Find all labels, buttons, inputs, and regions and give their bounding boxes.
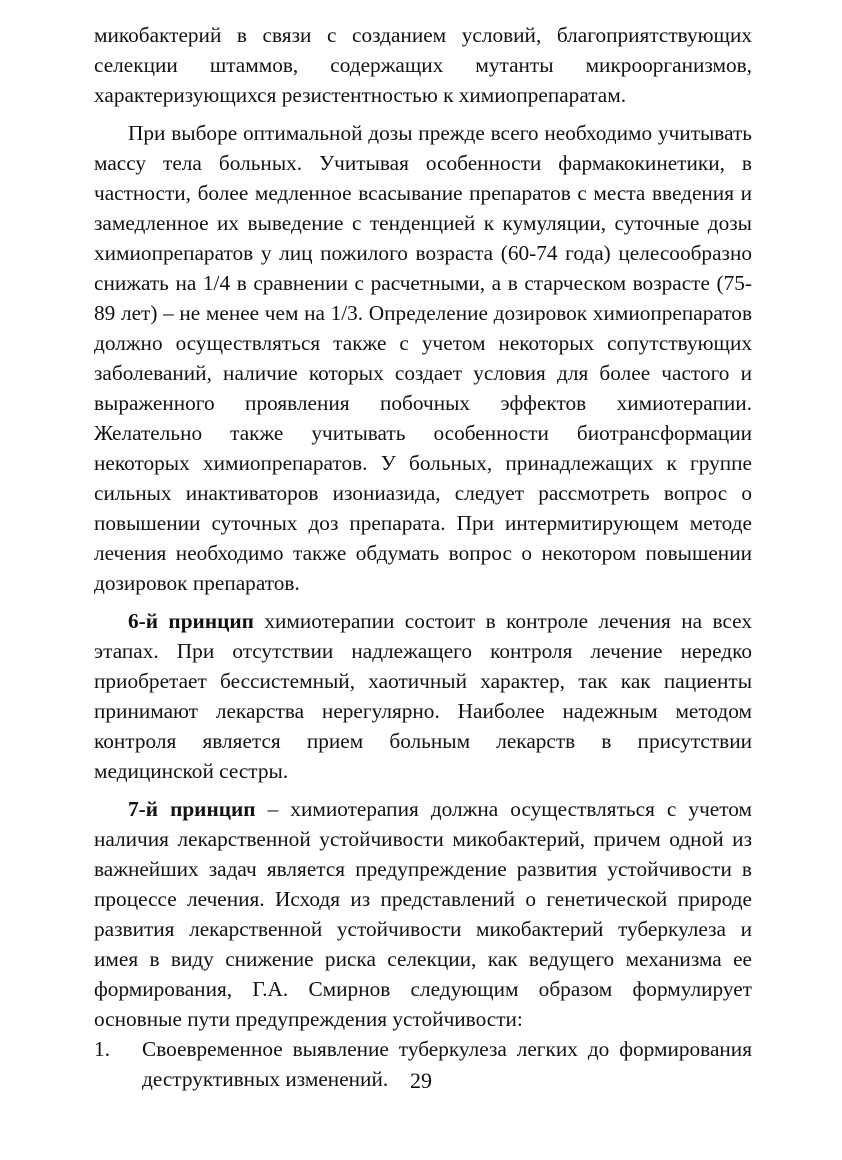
paragraph-principle-6 <box>94 606 752 786</box>
principle-7-heading: 7-й принцип <box>128 797 256 821</box>
paragraph-dose-selection: При выборе оптимальной дозы прежде всего необходимо учитывать массу тела больных. Учитывая особенности фармакокинетики, в частности, более медленное всасывание препаратов с места введения и замедленное их выведение с тенденцией к кумуляции, суточные дозы химиопрепаратов у лиц пожилого возраста (60-74 года) целесообразно снижать на 1/4 в сравнении с расчетными, а в старческом возрасте (75-89 лет) – не менее чем на 1/3. Определение дозировок химиопрепаратов должно осуществляться также с учетом некоторых сопутствующих заболеваний, наличие которых создает условия для более частого и выраженного проявления побочных эффектов химиотерапии. Желательно также учитывать особенности биотрансформации некоторых химиопрепаратов. У больных, принадлежащих к группе сильных инактиваторов изониазида, следует рассмотреть вопрос о повышении суточных доз препарата. При интермитирующем методе лечения необходимо также обдумать вопрос о некотором повышении дозировок препаратов. <box>94 121 752 595</box>
paragraph-principle-7 <box>94 794 752 1034</box>
principle-7-text: – химиотерапия должна осуществляться с учетом наличия лекарственной устойчивости микобактерий, причем одной из важнейших задач является предупреждение развития устойчивости в процессе лечения. Исходя из представлений о генетической природе развития лекарственной устойчивости микобактерий туберкулеза и имея в виду снижение риска селекции, как ведущего механизма ее формирования, Г.А. Смирнов следующим образом формулирует основные пути предупреждения устойчивости: <box>94 797 752 1031</box>
principle-6-text: химиотерапии состоит в контроле лечения на всех этапах. При отсутствии надлежащего контроля лечение нередко приобретает бессистемный, хаотичный характер, так как пациенты принимают лекарства нерегулярно. Наиболее надежным методом контроля является прием больным лекарств в присутствии медицинской сестры. <box>94 609 752 783</box>
list-item-text: Своевременное выявление туберкулеза легких до формирования деструктивных изменений. <box>142 1037 752 1091</box>
page-content <box>94 20 752 1094</box>
paragraph-gap <box>94 786 752 794</box>
principle-6-heading: 6-й принцип <box>128 609 254 633</box>
page-number: 29 <box>410 1068 432 1093</box>
paragraph-gap <box>94 598 752 606</box>
paragraph-gap <box>94 110 752 118</box>
list-item-number: 1. <box>94 1037 110 1061</box>
paragraph-continuation: микобактерий в связи с созданием условий, благоприятствующих селекции штаммов, содержащих мутанты микроорганизмов, характеризующихся резистентностью к химиопрепаратам. <box>94 23 752 107</box>
